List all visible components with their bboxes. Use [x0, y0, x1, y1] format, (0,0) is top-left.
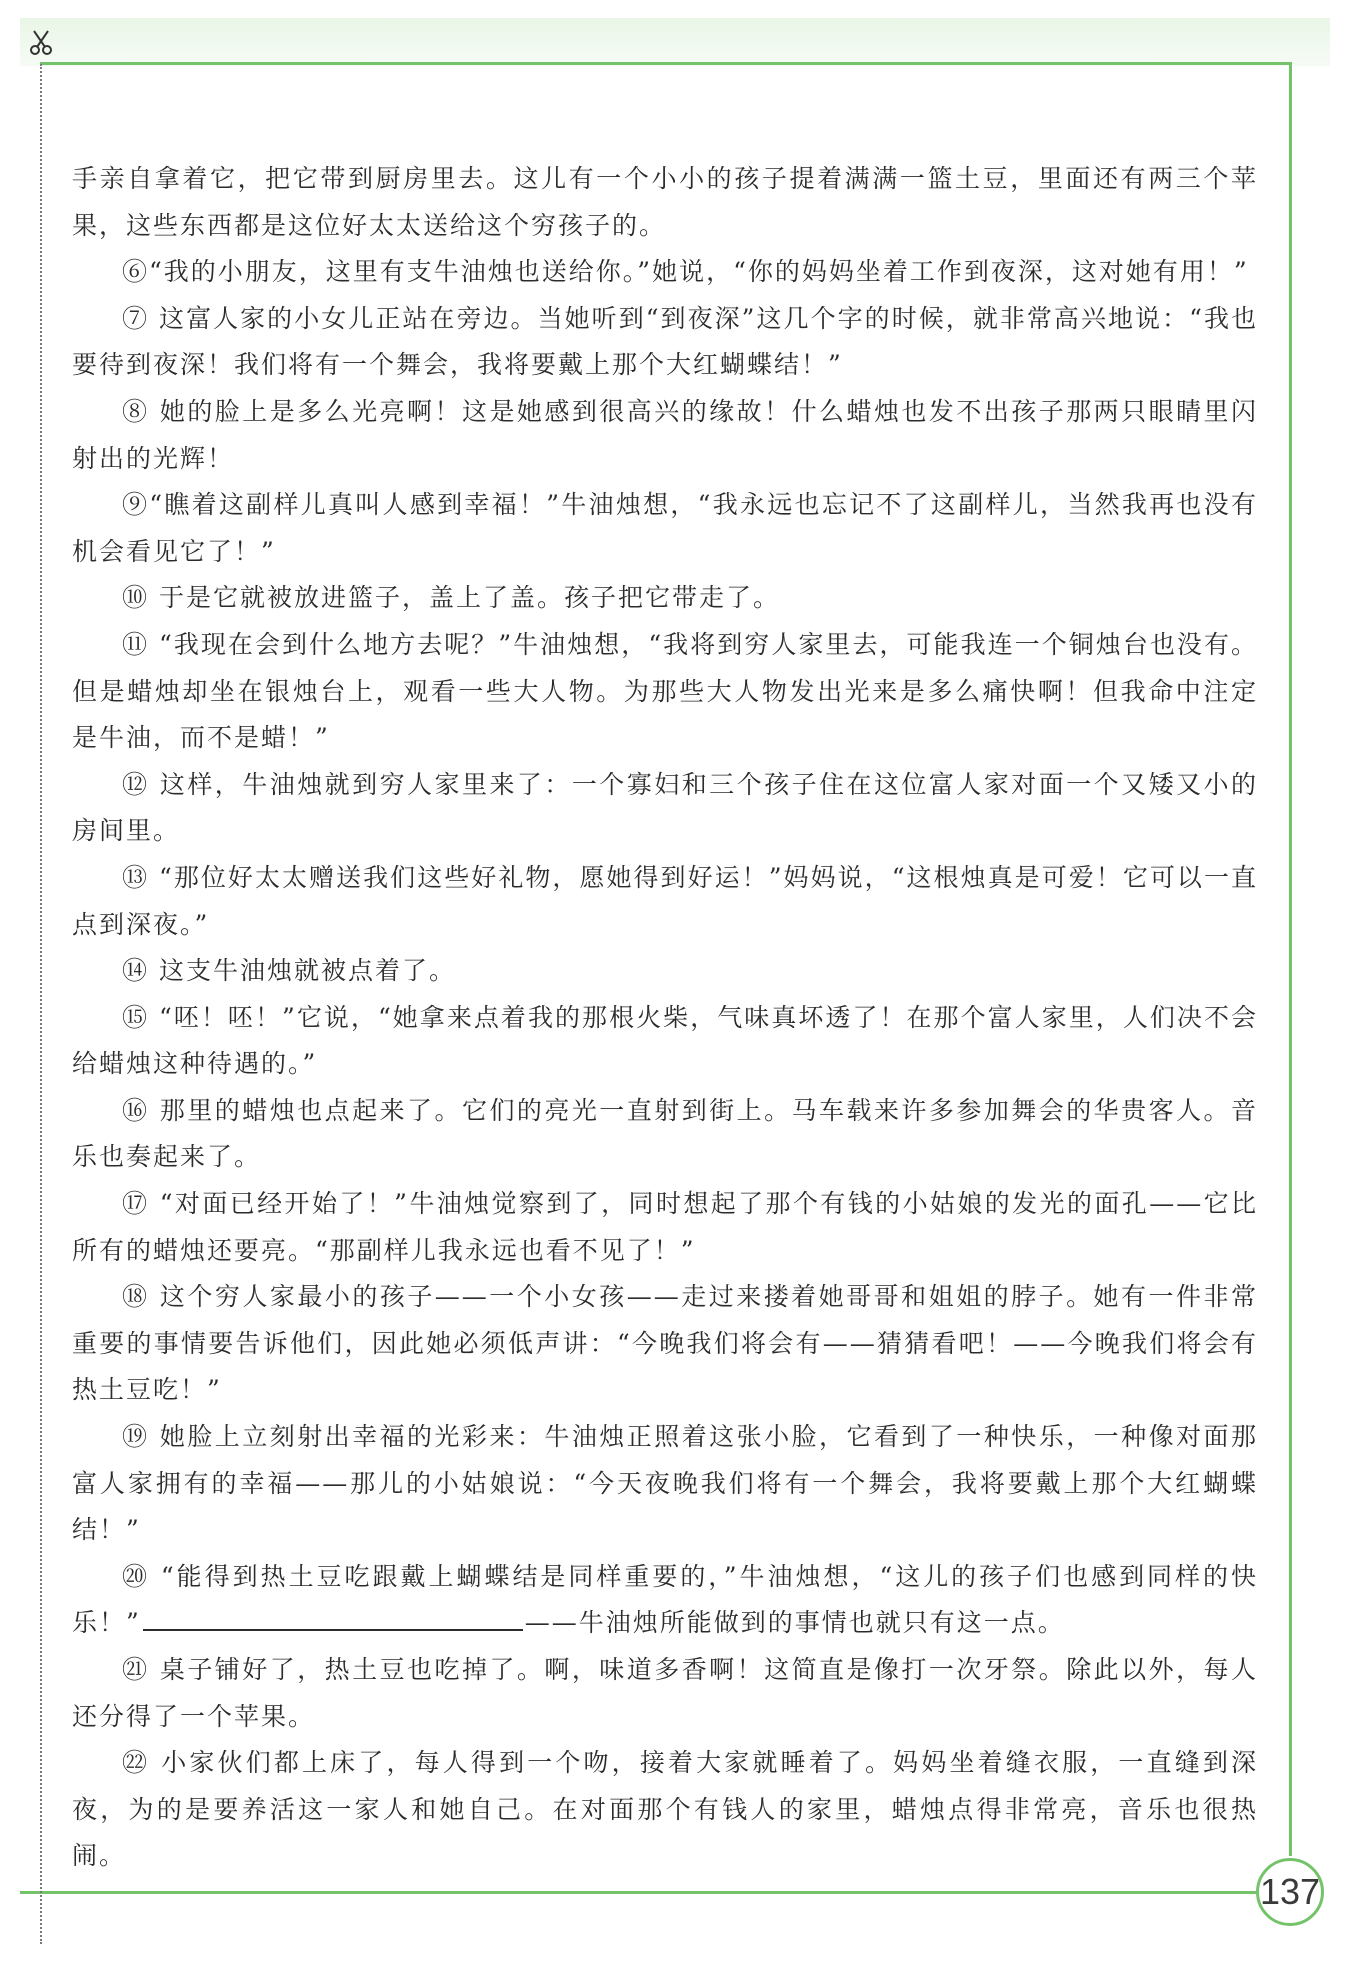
- paragraph-14: ⑭ 这支牛油烛就被点着了。: [122, 956, 456, 986]
- paragraph-20-text: ⑳ “能得到热土豆吃跟戴上蝴蝶结是同样重要的，”牛油烛想，“这儿的孩子们也感到同样的快乐！”: [72, 1561, 1258, 1638]
- paragraph-6: ⑥“我的小朋友，这里有支牛油烛也送给你。”她说，“你的妈妈坐着工作到夜深，这对她有用！”: [122, 257, 1249, 287]
- paragraph-9: ⑨“瞧着这副样儿真叫人感到幸福！”牛油烛想，“我永远也忘记不了这副样儿，当然我再也没有机会看见它了！”: [72, 490, 1258, 566]
- paragraph-12: ⑫ 这样，牛油烛就到穷人家里来了：一个寡妇和三个孩子住在这位富人家对面一个又矮又小的房间里。: [72, 769, 1258, 846]
- article-body: [72, 156, 1258, 1880]
- paragraph-20: [72, 1554, 1258, 1647]
- paragraph-20-tail: ——牛油烛所能做到的事情也就只有这一点。: [524, 1608, 1065, 1638]
- scissors-icon: [26, 28, 56, 58]
- paragraph-11: ⑪ “我现在会到什么地方去呢？”牛油烛想，“我将到穷人家里去，可能我连一个铜烛台也没有。但是蜡烛却坐在银烛台上，观看一些大人物。为那些大人物发出光来是多么痛快啊！但我命中注定是牛油，而不是蜡！”: [72, 629, 1258, 753]
- paragraph-21: ㉑ 桌子铺好了，热土豆也吃掉了。啊，味道多香啊！这简直是像打一次牙祭。除此以外，每人还分得了一个苹果。: [72, 1655, 1258, 1731]
- cut-dotted-line: [40, 64, 42, 1944]
- paragraph-16: ⑯ 那里的蜡烛也点起来了。它们的亮光一直射到街上。马车载来许多参加舞会的华贵客人。音乐也奏起来了。: [72, 1095, 1258, 1172]
- frame-top-border: [40, 62, 1292, 65]
- page-number: 137: [1256, 1858, 1324, 1926]
- paragraph-19: ⑲ 她脸上立刻射出幸福的光彩来：牛油烛正照着这张小脸，它看到了一种快乐，一种像对面那富人家拥有的幸福——那儿的小姑娘说：“今天夜晚我们将有一个舞会，我将要戴上那个大红蝴蝶结！”: [72, 1422, 1258, 1545]
- fill-in-blank[interactable]: [143, 1603, 523, 1631]
- paragraph-22: ㉒ 小家伙们都上床了，每人得到一个吻，接着大家就睡着了。妈妈坐着缝衣服，一直缝到深夜，为的是要养活这一家人和她自己。在对面那个有钱人的家里，蜡烛点得非常亮，音乐也很热闹。: [72, 1748, 1258, 1871]
- paragraph-continued: 手亲自拿着它，把它带到厨房里去。这儿有一个小小的孩子提着满满一篮土豆，里面还有两三个苹果，这些东西都是这位好太太送给这个穷孩子的。: [72, 164, 1258, 240]
- paragraph-17: ⑰ “对面已经开始了！”牛油烛觉察到了，同时想起了那个有钱的小姑娘的发光的面孔——它比所有的蜡烛还要亮。“那副样儿我永远也看不见了！”: [72, 1189, 1258, 1265]
- paragraph-8: ⑧ 她的脸上是多么光亮啊！这是她感到很高兴的缘故！什么蜡烛也发不出孩子那两只眼睛里闪射出的光辉！: [72, 396, 1258, 473]
- paragraph-7: ⑦ 这富人家的小女儿正站在旁边。当她听到“到夜深”这几个字的时候，就非常高兴地说：“我也要待到夜深！我们将有一个舞会，我将要戴上那个大红蝴蝶结！”: [72, 303, 1258, 380]
- paragraph-10: ⑩ 于是它就被放进篮子，盖上了盖。孩子把它带走了。: [122, 583, 780, 613]
- frame-bottom-border: [20, 1891, 1258, 1894]
- frame-right-border: [1289, 62, 1292, 1856]
- paragraph-18: ⑱ 这个穷人家最小的孩子——一个小女孩——走过来搂着她哥哥和姐姐的脖子。她有一件非常重要的事情要告诉他们，因此她必须低声讲：“今晚我们将会有——猜猜看吧！——今晚我们将会有热土豆吃！”: [72, 1282, 1258, 1405]
- paragraph-15: ⑮ “呸！呸！”它说，“她拿来点着我的那根火柴，气味真坏透了！在那个富人家里，人们决不会给蜡烛这种待遇的。”: [72, 1002, 1258, 1079]
- paragraph-13: ⑬ “那位好太太赠送我们这些好礼物，愿她得到好运！”妈妈说，“这根烛真是可爱！它可以一直点到深夜。”: [72, 862, 1258, 939]
- top-color-band: [20, 18, 1330, 66]
